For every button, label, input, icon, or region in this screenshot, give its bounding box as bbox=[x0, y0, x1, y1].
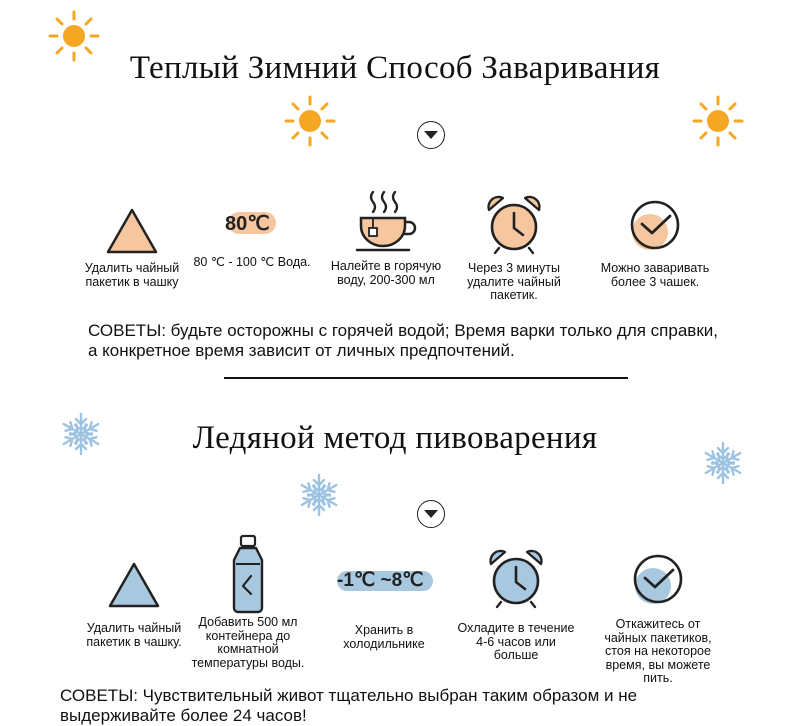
sun-icon bbox=[690, 93, 746, 149]
step-caption: Добавить 500 мл контейнера до комнатной температуры воды. bbox=[191, 615, 305, 670]
check-circle-icon bbox=[624, 194, 686, 256]
snowflake-icon bbox=[296, 472, 342, 518]
step-caption: Удалить чайный пакетик в чашку. bbox=[86, 621, 182, 649]
thermometer-label-icon bbox=[222, 208, 282, 238]
warm-step-2 bbox=[190, 186, 314, 270]
temp-label: 80℃ bbox=[225, 213, 270, 235]
triangle-icon bbox=[104, 206, 160, 256]
step-caption: Охладите в течение 4-6 часов или больше bbox=[457, 621, 575, 662]
temp-label: -1℃ ~8℃ bbox=[337, 570, 424, 591]
step-caption: Хранить в холодильнике bbox=[343, 623, 425, 651]
warm-step-5 bbox=[593, 186, 717, 289]
sun-icon bbox=[282, 93, 338, 149]
alarm-clock-icon bbox=[485, 548, 547, 610]
water-bottle-icon bbox=[228, 534, 268, 614]
tea-cup-icon bbox=[353, 188, 419, 254]
cold-step-5 bbox=[596, 540, 720, 686]
cold-step-2 bbox=[186, 536, 310, 670]
cold-section-title: Ледяной метод пивоварения bbox=[192, 420, 598, 456]
step-caption: Налейте в горячую воду, 200-300 мл bbox=[330, 259, 442, 287]
section-divider bbox=[224, 377, 628, 379]
cold-tips: СОВЕТЫ: Чувствительный живот тщательно выбран таким образом и не выдерживайте более 24 часов! bbox=[60, 686, 638, 725]
step-caption: 80 ℃ - 100 ℃ Вода. bbox=[193, 255, 311, 269]
cold-step-4 bbox=[454, 540, 578, 663]
warm-tips: СОВЕТЫ: будьте осторожны с горячей водой; Время варки только для справки, а конкретное время зависит от личных предпочтений. bbox=[88, 321, 718, 360]
triangle-icon bbox=[106, 560, 162, 610]
warm-step-3 bbox=[324, 184, 448, 287]
chevron-down-icon bbox=[417, 500, 445, 528]
warm-step-1 bbox=[70, 186, 194, 289]
chevron-down-icon bbox=[417, 121, 445, 149]
thermometer-label-icon bbox=[329, 566, 439, 596]
step-caption: Через 3 минуты удалите чайный пакетик. bbox=[467, 261, 561, 302]
step-caption: Откажитесь от чайных пакетиков, стоя на некоторое время, вы можете пить. bbox=[604, 617, 712, 685]
step-caption: Удалить чайный пакетик в чашку bbox=[84, 261, 180, 289]
cold-step-1 bbox=[72, 540, 196, 649]
warm-step-4 bbox=[452, 186, 576, 303]
cold-step-3 bbox=[322, 540, 446, 651]
check-circle-icon bbox=[627, 548, 689, 610]
step-caption: Можно заваривать более 3 чашек. bbox=[600, 261, 710, 289]
alarm-clock-icon bbox=[483, 194, 545, 256]
warm-section-title: Теплый Зимний Способ Заваривания bbox=[129, 50, 661, 86]
